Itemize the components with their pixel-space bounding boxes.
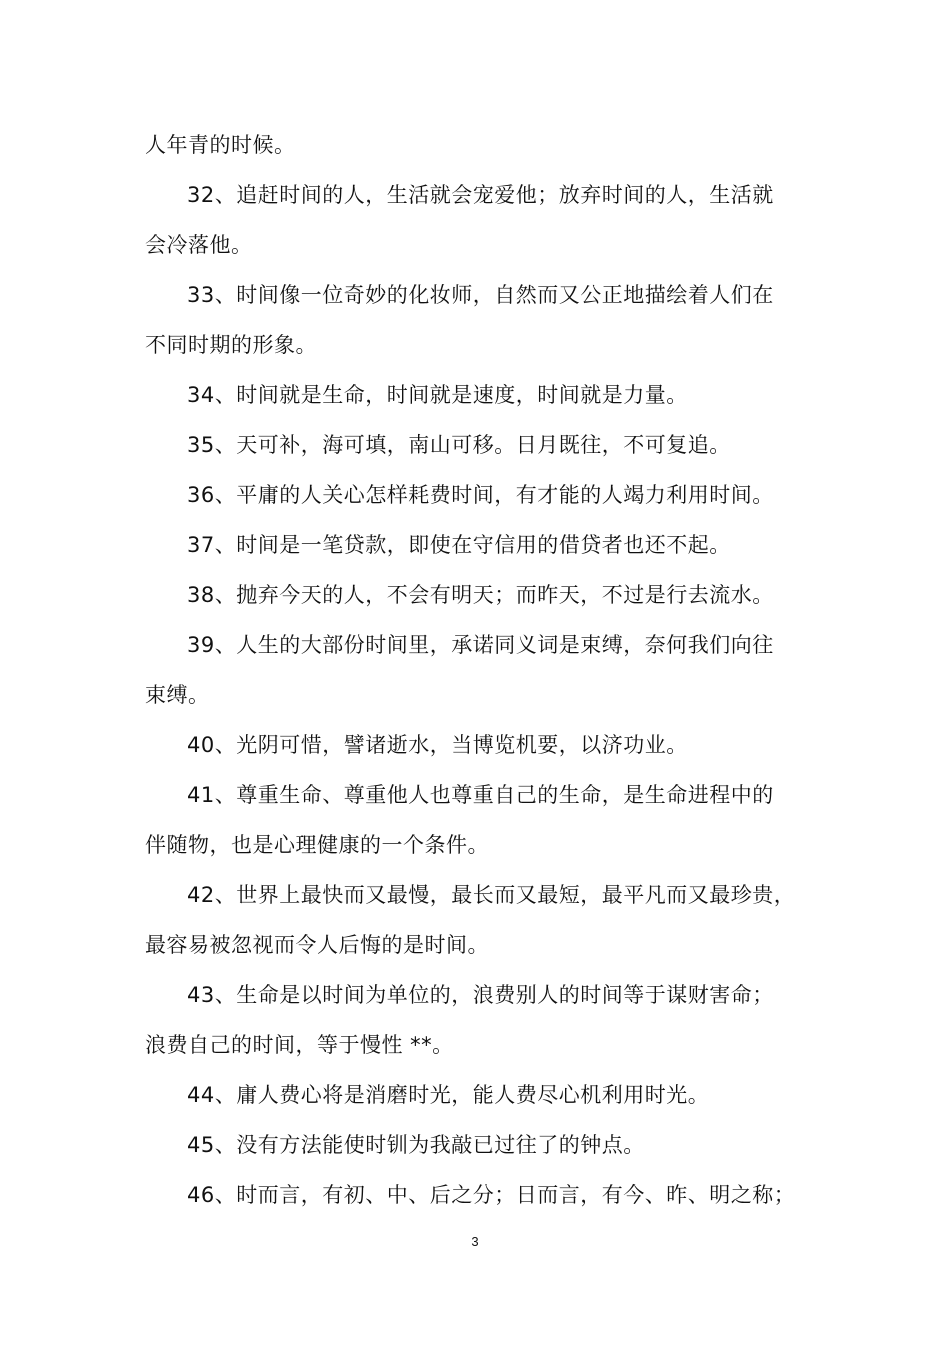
text-line: 46、时而言，有初、中、后之分；日而言，有今、昨、明之称； bbox=[187, 1183, 796, 1207]
page-number: 3 bbox=[471, 1234, 479, 1249]
text-line: 束缚。 bbox=[145, 683, 210, 707]
text-line: 32、追赶时间的人，生活就会宠爱他；放弃时间的人，生活就 bbox=[187, 183, 774, 207]
text-line: 38、抛弃今天的人，不会有明天；而昨天，不过是行去流水。 bbox=[187, 583, 774, 607]
text-line: 42、世界上最快而又最慢，最长而又最短，最平凡而又最珍贵， bbox=[187, 883, 796, 907]
text-line: 39、人生的大部份时间里，承诺同义词是束缚，奈何我们向往 bbox=[187, 633, 774, 657]
text-line: 最容易被忽视而令人后悔的是时间。 bbox=[145, 933, 489, 957]
text-line: 不同时期的形象。 bbox=[145, 333, 317, 357]
text-line: 会冷落他。 bbox=[145, 233, 253, 257]
text-line: 37、时间是一笔贷款，即使在守信用的借贷者也还不起。 bbox=[187, 533, 731, 557]
text-line: 45、没有方法能使时钏为我敲已过往了的钟点。 bbox=[187, 1133, 645, 1157]
text-line: 33、时间像一位奇妙的化妆师，自然而又公正地描绘着人们在 bbox=[187, 283, 774, 307]
text-line: 43、生命是以时间为单位的，浪费别人的时间等于谋财害命； bbox=[187, 983, 774, 1007]
text-line: 40、光阴可惜，譬诸逝水，当博览机要，以济功业。 bbox=[187, 733, 688, 757]
text-line: 41、尊重生命、尊重他人也尊重自己的生命，是生命进程中的 bbox=[187, 783, 774, 807]
text-line: 浪费自己的时间，等于慢性 **。 bbox=[145, 1033, 454, 1057]
text-line: 人年青的时候。 bbox=[145, 133, 296, 157]
text-line: 44、庸人费心将是消磨时光，能人费尽心机利用时光。 bbox=[187, 1083, 710, 1107]
text-line: 35、天可补，海可填，南山可移。日月既往，不可复追。 bbox=[187, 433, 731, 457]
text-line: 伴随物，也是心理健康的一个条件。 bbox=[145, 833, 489, 857]
text-line: 34、时间就是生命，时间就是速度，时间就是力量。 bbox=[187, 383, 688, 407]
text-line: 36、平庸的人关心怎样耗费时间，有才能的人竭力利用时间。 bbox=[187, 483, 774, 507]
